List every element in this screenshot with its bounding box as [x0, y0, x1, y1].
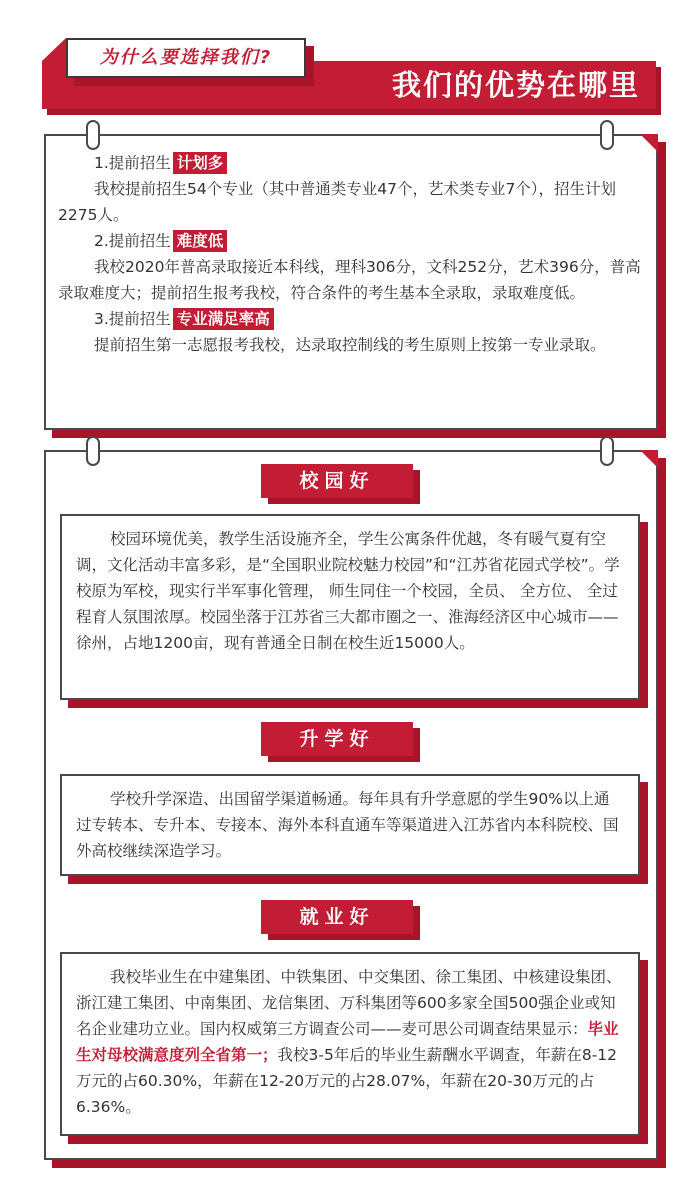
job-label: 就业好 — [261, 900, 413, 934]
study-label: 升学好 — [261, 722, 413, 756]
item1-heading — [58, 150, 646, 176]
binder-ring-icon — [600, 436, 614, 466]
study-box — [60, 774, 640, 876]
item1-body: 我校提前招生54个专业（其中普通类专业47个，艺术类专业7个），招生计划2275人。 — [58, 180, 617, 224]
item3-prefix: 3.提前招生 — [94, 310, 171, 328]
item2-tag: 难度低 — [173, 230, 228, 252]
header-fold-decoration — [42, 38, 66, 61]
job-body-part2: 我校3-5年后的毕业生薪酬水平调查，年薪在8-12万元的占60.30%，年薪在12-20万元的占28.07%，年薪在20-30万元的占6.36%。 — [76, 1046, 618, 1116]
item2-body: 我校2020年普高录取接近本科线，理科306分，文科252分，艺术396分，普高录取难度大；提前招生报考我校，符合条件的考生基本全录取，录取难度低。 — [58, 258, 641, 302]
job-body — [76, 964, 624, 1120]
campus-body: 校园环境优美，教学生活设施齐全，学生公寓条件优越，冬有暖气夏有空调，文化活动丰富多彩，是“全国职业院校魅力校园”和“江苏省花园式学校”。学校原为军校，现实行半军事化管理， 师生同住一个校园，全员、 全方位、 全过程育人氛围浓厚。校园坐落于江苏省三大都市圈之一、淮海经济区中心城市——徐州，占地1200亩，现有普通全日制在校生近15000人。 — [76, 530, 620, 652]
item2-prefix: 2.提前招生 — [94, 232, 171, 250]
page-title: 我们的优势在哪里 — [391, 68, 640, 102]
item1-prefix: 1.提前招生 — [94, 154, 171, 172]
admission-section — [58, 150, 646, 358]
study-body: 学校升学深造、出国留学渠道畅通。每年具有升学意愿的学生90%以上通过专转本、专升本、专接本、海外本科直通车等渠道进入江苏省内本科院校、国外高校继续深造学习。 — [76, 790, 619, 860]
panel2-fold — [640, 450, 658, 468]
header-tag: 为什么要选择我们? — [66, 38, 306, 78]
item1-tag: 计划多 — [173, 152, 228, 174]
binder-ring-icon — [600, 120, 614, 150]
job-highlight: 毕业生对母校满意度列全省第一； — [76, 1020, 619, 1064]
binder-ring-icon — [86, 436, 100, 466]
item3-tag: 专业满足率高 — [173, 308, 274, 330]
item2-heading — [58, 228, 646, 254]
job-box — [60, 952, 640, 1136]
item3-body: 提前招生第一志愿报考我校，达录取控制线的考生原则上按第一专业录取。 — [94, 336, 606, 354]
item3-heading — [58, 306, 646, 332]
campus-box — [60, 514, 640, 700]
binder-ring-icon — [86, 120, 100, 150]
job-body-part1: 我校毕业生在中建集团、中铁集团、中交集团、徐工集团、中核建设集团、浙江建工集团、中南集团、龙信集团、万科集团等600多家全国500强企业或知名企业建功立业。国内权威第三方调查公司——麦可思公司调查结果显示： — [76, 968, 622, 1038]
campus-label: 校园好 — [261, 464, 413, 498]
